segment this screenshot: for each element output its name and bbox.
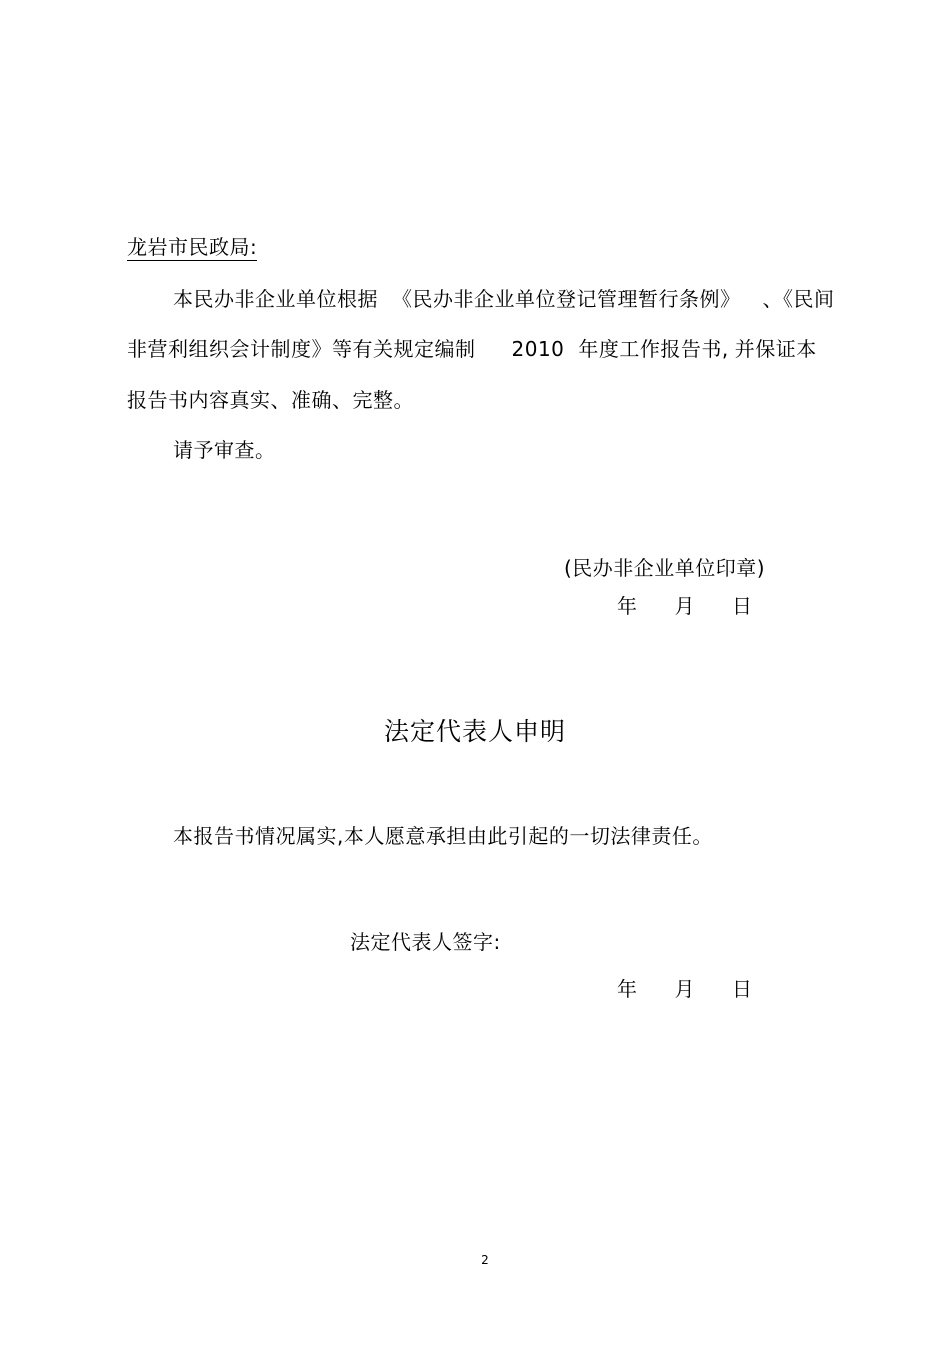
paragraph-2-part-3: 年度工作报告书, [578,337,729,361]
paragraph-1-part-3: 、《民间 [762,287,835,311]
seal-note: (民办非企业单位印章) [564,556,766,580]
declaration-date-day: 日 [732,977,753,1001]
signature-label: 法定代表人签字: [350,930,501,954]
declaration-title: 法定代表人申明 [383,717,566,746]
paragraph-2-part-1: 非营利组织会计制度》等有关规定编制 [127,337,476,361]
letter-date-year: 年 [617,594,638,618]
page-number: 2 [481,1253,489,1267]
paragraph-2 [127,337,817,361]
addressee-text: 龙岩市民政局: [127,235,258,259]
letter-date [617,594,753,618]
paragraph-1-part-1: 本民办非企业单位根据 [173,287,378,311]
letter-date-month: 月 [674,594,695,618]
declaration-date-year: 年 [617,977,638,1001]
declaration-statement: 本报告书情况属实,本人愿意承担由此引起的一切法律责任。 [173,824,713,848]
paragraph-2-part-4: 并保证本 [734,337,817,361]
paragraph-2-year: 2010 [511,337,565,361]
paragraph-1-part-2: 《民办非企业单位登记管理暂行条例》 [392,287,741,311]
declaration-date [617,977,753,1001]
request-line: 请予审查。 [173,438,276,462]
declaration-date-month: 月 [674,977,695,1001]
addressee [127,235,257,261]
paragraph-3: 报告书内容真实、准确、完整。 [127,388,414,412]
paragraph-1 [173,287,835,311]
letter-date-day: 日 [732,594,753,618]
